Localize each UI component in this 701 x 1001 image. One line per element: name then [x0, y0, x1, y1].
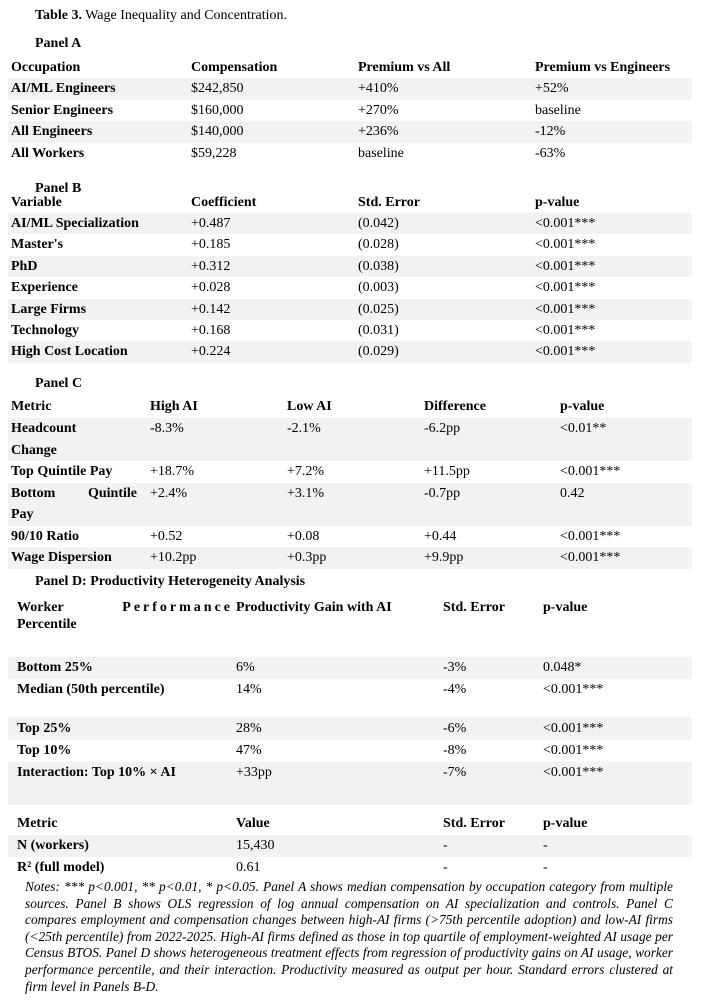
- row-label: All Engineers: [11, 124, 93, 139]
- row-label: Large Firms: [11, 301, 87, 317]
- column-header: p-value: [543, 600, 588, 615]
- column-header: Difference: [424, 399, 486, 414]
- column-header: Value: [236, 816, 270, 831]
- cell: (0.029): [358, 344, 399, 360]
- column-header: Compensation: [191, 60, 278, 75]
- cell: <0.001***: [543, 682, 604, 697]
- column-header: Variable: [11, 195, 62, 210]
- cell: +270%: [358, 102, 399, 118]
- cell: 14%: [236, 682, 262, 697]
- cell: +0.312: [191, 258, 231, 274]
- table-row: [8, 256, 692, 277]
- column-header: p-value: [560, 399, 605, 414]
- table-caption: Wage Inequality and Concentration.: [81, 8, 288, 23]
- row-label: Senior Engineers: [11, 102, 114, 118]
- table-number: Table 3.: [35, 8, 82, 23]
- cell: -0.7pp: [424, 485, 461, 501]
- table-row: [8, 277, 692, 298]
- cell: $59,228: [191, 145, 237, 161]
- row-label: N (workers): [17, 838, 89, 853]
- cell: +9.9pp: [424, 550, 464, 565]
- row-label: Interaction: Top 10% × AI: [17, 765, 176, 780]
- row-label: [8, 483, 147, 526]
- table-row: [8, 299, 692, 320]
- cell: -6.2pp: [424, 421, 461, 436]
- cell: (0.003): [358, 280, 399, 296]
- cell: +0.142: [191, 301, 231, 317]
- column-header: Coefficient: [191, 195, 257, 210]
- cell: (0.042): [358, 216, 399, 231]
- cell: <0.001***: [535, 216, 596, 231]
- cell: $140,000: [191, 124, 244, 139]
- table-row: [8, 143, 692, 165]
- panel-d-table: [8, 598, 692, 878]
- cell: 0.42: [560, 485, 585, 501]
- cell: <0.001***: [535, 237, 596, 253]
- table-row: [8, 234, 692, 255]
- row-label: Top 10%: [17, 743, 72, 758]
- table-title: [35, 7, 287, 25]
- panel-d-label: Panel D: Productivity Heterogeneity Analysis: [35, 574, 306, 589]
- table-row: [8, 213, 692, 234]
- cell: <0.001***: [543, 743, 604, 758]
- cell: +236%: [358, 124, 399, 139]
- spacer-row: [8, 701, 692, 717]
- cell: +52%: [535, 81, 569, 96]
- cell: +0.3pp: [287, 550, 327, 565]
- table-row: [8, 483, 692, 526]
- cell: (0.038): [358, 258, 399, 274]
- cell: +0.52: [150, 528, 183, 544]
- column-header: Occupation: [11, 60, 81, 75]
- panel-c-header-row: [8, 396, 692, 418]
- cell: <0.001***: [535, 344, 596, 360]
- table-notes: Notes: *** p<0.001, ** p<0.01, * p<0.05. Panel A shows median compensation by occupation category from multiple sources. Panel B shows OLS regression of log annual compensation on AI specialization and controls. Panel C compares employment and compensation changes between high-AI firms (>75th percentile adoption) and low-AI firms (<25th percentile) from 2022-2025. High-AI firms defined as those in top quartile of employment-weighted AI usage per Census BTOS. Panel D shows heterogeneous treatment effects from regression of productivity gains on AI usage, worker performance percentile, and their interaction. Productivity measured as output per hour. Standard errors clustered at firm level in Panels B-D.: [25, 879, 673, 994]
- table-row: [8, 78, 692, 100]
- row-label: Experience: [11, 280, 78, 296]
- cell: +0.487: [191, 216, 231, 231]
- row-label: High Cost Location: [11, 344, 128, 360]
- row-label-line2: Change: [11, 442, 57, 458]
- cell: 28%: [236, 721, 262, 736]
- row-label: AI/ML Engineers: [11, 81, 116, 96]
- cell: <0.001***: [535, 280, 596, 296]
- cell: -: [443, 860, 448, 875]
- cell: -: [443, 838, 448, 853]
- cell: -7%: [443, 765, 467, 780]
- cell: <0.001***: [543, 721, 604, 736]
- row-label: R² (full model): [17, 860, 105, 875]
- table-row: [8, 679, 692, 701]
- row-label: PhD: [11, 258, 38, 274]
- row-label-line2: Pay: [11, 507, 34, 522]
- panel-c-label: Panel C: [35, 376, 83, 391]
- cell: <0.001***: [560, 464, 621, 479]
- cell: 0.048*: [543, 660, 582, 675]
- table-row: [8, 526, 692, 548]
- row-label: 90/10 Ratio: [11, 528, 80, 544]
- column-header: Std. Error: [358, 195, 420, 210]
- cell: -6%: [443, 721, 467, 736]
- table-row: [8, 762, 692, 805]
- column-header: Std. Error: [443, 600, 505, 615]
- stats-header-row: [8, 813, 692, 835]
- table-row: [8, 461, 692, 483]
- cell: $160,000: [191, 102, 244, 118]
- panel-b-label: Panel B: [35, 181, 82, 196]
- table-row: [8, 547, 692, 569]
- table-row: [8, 418, 692, 461]
- panel-b-header-row: [8, 193, 692, 213]
- panel-d-header-row: [8, 598, 692, 633]
- cell: +0.185: [191, 237, 231, 253]
- spacer-row: [8, 805, 692, 813]
- cell: <0.001***: [560, 550, 621, 565]
- panel-a-label: Panel A: [35, 36, 82, 51]
- table-row: [8, 657, 692, 679]
- cell: +18.7%: [150, 464, 195, 479]
- table-row: [8, 835, 692, 857]
- cell: +11.5pp: [424, 464, 470, 479]
- table-row: [8, 100, 692, 122]
- cell: <0.001***: [535, 322, 596, 338]
- cell: +0.44: [424, 528, 457, 544]
- cell: +0.08: [287, 528, 320, 544]
- column-header: Worker Performance Percentile: [17, 600, 233, 632]
- cell: 0.61: [236, 860, 261, 875]
- column-header: Productivity Gain with AI: [236, 600, 392, 615]
- row-label: [8, 418, 147, 461]
- row-label: Bottom 25%: [17, 660, 93, 675]
- cell: +3.1%: [287, 485, 325, 501]
- column-header: Metric: [11, 399, 52, 414]
- cell: <0.001***: [535, 258, 596, 274]
- cell: +0.168: [191, 322, 231, 338]
- column-header: Low AI: [287, 399, 332, 414]
- cell: 6%: [236, 660, 255, 675]
- table-row: [8, 857, 692, 878]
- row-label-line1: Headcount: [11, 421, 77, 436]
- row-label: Technology: [11, 322, 79, 338]
- cell: -8.3%: [150, 421, 184, 436]
- panel-b-table: [8, 193, 692, 363]
- cell: $242,850: [191, 81, 244, 96]
- cell: +33pp: [236, 765, 272, 780]
- cell: -4%: [443, 682, 467, 697]
- cell: +410%: [358, 81, 399, 96]
- table-row: [8, 320, 692, 341]
- cell: 15,430: [236, 838, 275, 853]
- cell: <0.001***: [560, 528, 621, 544]
- column-header: Std. Error: [443, 816, 505, 831]
- column-header: Premium vs Engineers: [535, 60, 671, 75]
- cell: -: [543, 860, 548, 875]
- cell: baseline: [535, 102, 581, 118]
- cell: -63%: [535, 145, 566, 161]
- cell: (0.028): [358, 237, 399, 253]
- column-header: High AI: [150, 399, 198, 414]
- spacer-row: [8, 633, 692, 657]
- cell: -12%: [535, 124, 566, 139]
- cell: -: [543, 838, 548, 853]
- cell: +10.2pp: [150, 550, 197, 565]
- cell: <0.01**: [560, 421, 607, 436]
- cell: <0.001***: [543, 765, 604, 780]
- cell: (0.031): [358, 322, 399, 338]
- cell: (0.025): [358, 301, 399, 317]
- cell: +0.028: [191, 280, 231, 296]
- row-label-line1: Bottom Quintile: [11, 485, 137, 501]
- cell: -3%: [443, 660, 467, 675]
- cell: -2.1%: [287, 421, 321, 436]
- cell: -8%: [443, 743, 467, 758]
- column-header: p-value: [535, 195, 580, 210]
- cell: <0.001***: [535, 301, 596, 317]
- row-label: AI/ML Specialization: [11, 216, 139, 231]
- row-label: Wage Dispersion: [11, 550, 112, 565]
- cell: +7.2%: [287, 464, 325, 479]
- row-label: Top Quintile Pay: [11, 464, 113, 479]
- panel-a-table: [8, 57, 692, 164]
- panel-a-header-row: [8, 57, 692, 78]
- panel-c-table: [8, 396, 692, 569]
- row-label: All Workers: [11, 145, 85, 161]
- row-label: Master's: [11, 237, 64, 253]
- table-row: [8, 341, 692, 362]
- table-row: [8, 717, 692, 740]
- cell: 47%: [236, 743, 262, 758]
- cell: baseline: [358, 145, 404, 161]
- column-header: p-value: [543, 816, 588, 831]
- row-label: Median (50th percentile): [17, 682, 165, 697]
- table-row: [8, 740, 692, 762]
- cell: +2.4%: [150, 485, 188, 501]
- column-header: Premium vs All: [358, 60, 451, 75]
- row-label: Top 25%: [17, 721, 72, 736]
- cell: +0.224: [191, 344, 231, 360]
- table-row: [8, 121, 692, 143]
- column-header: Metric: [17, 816, 58, 831]
